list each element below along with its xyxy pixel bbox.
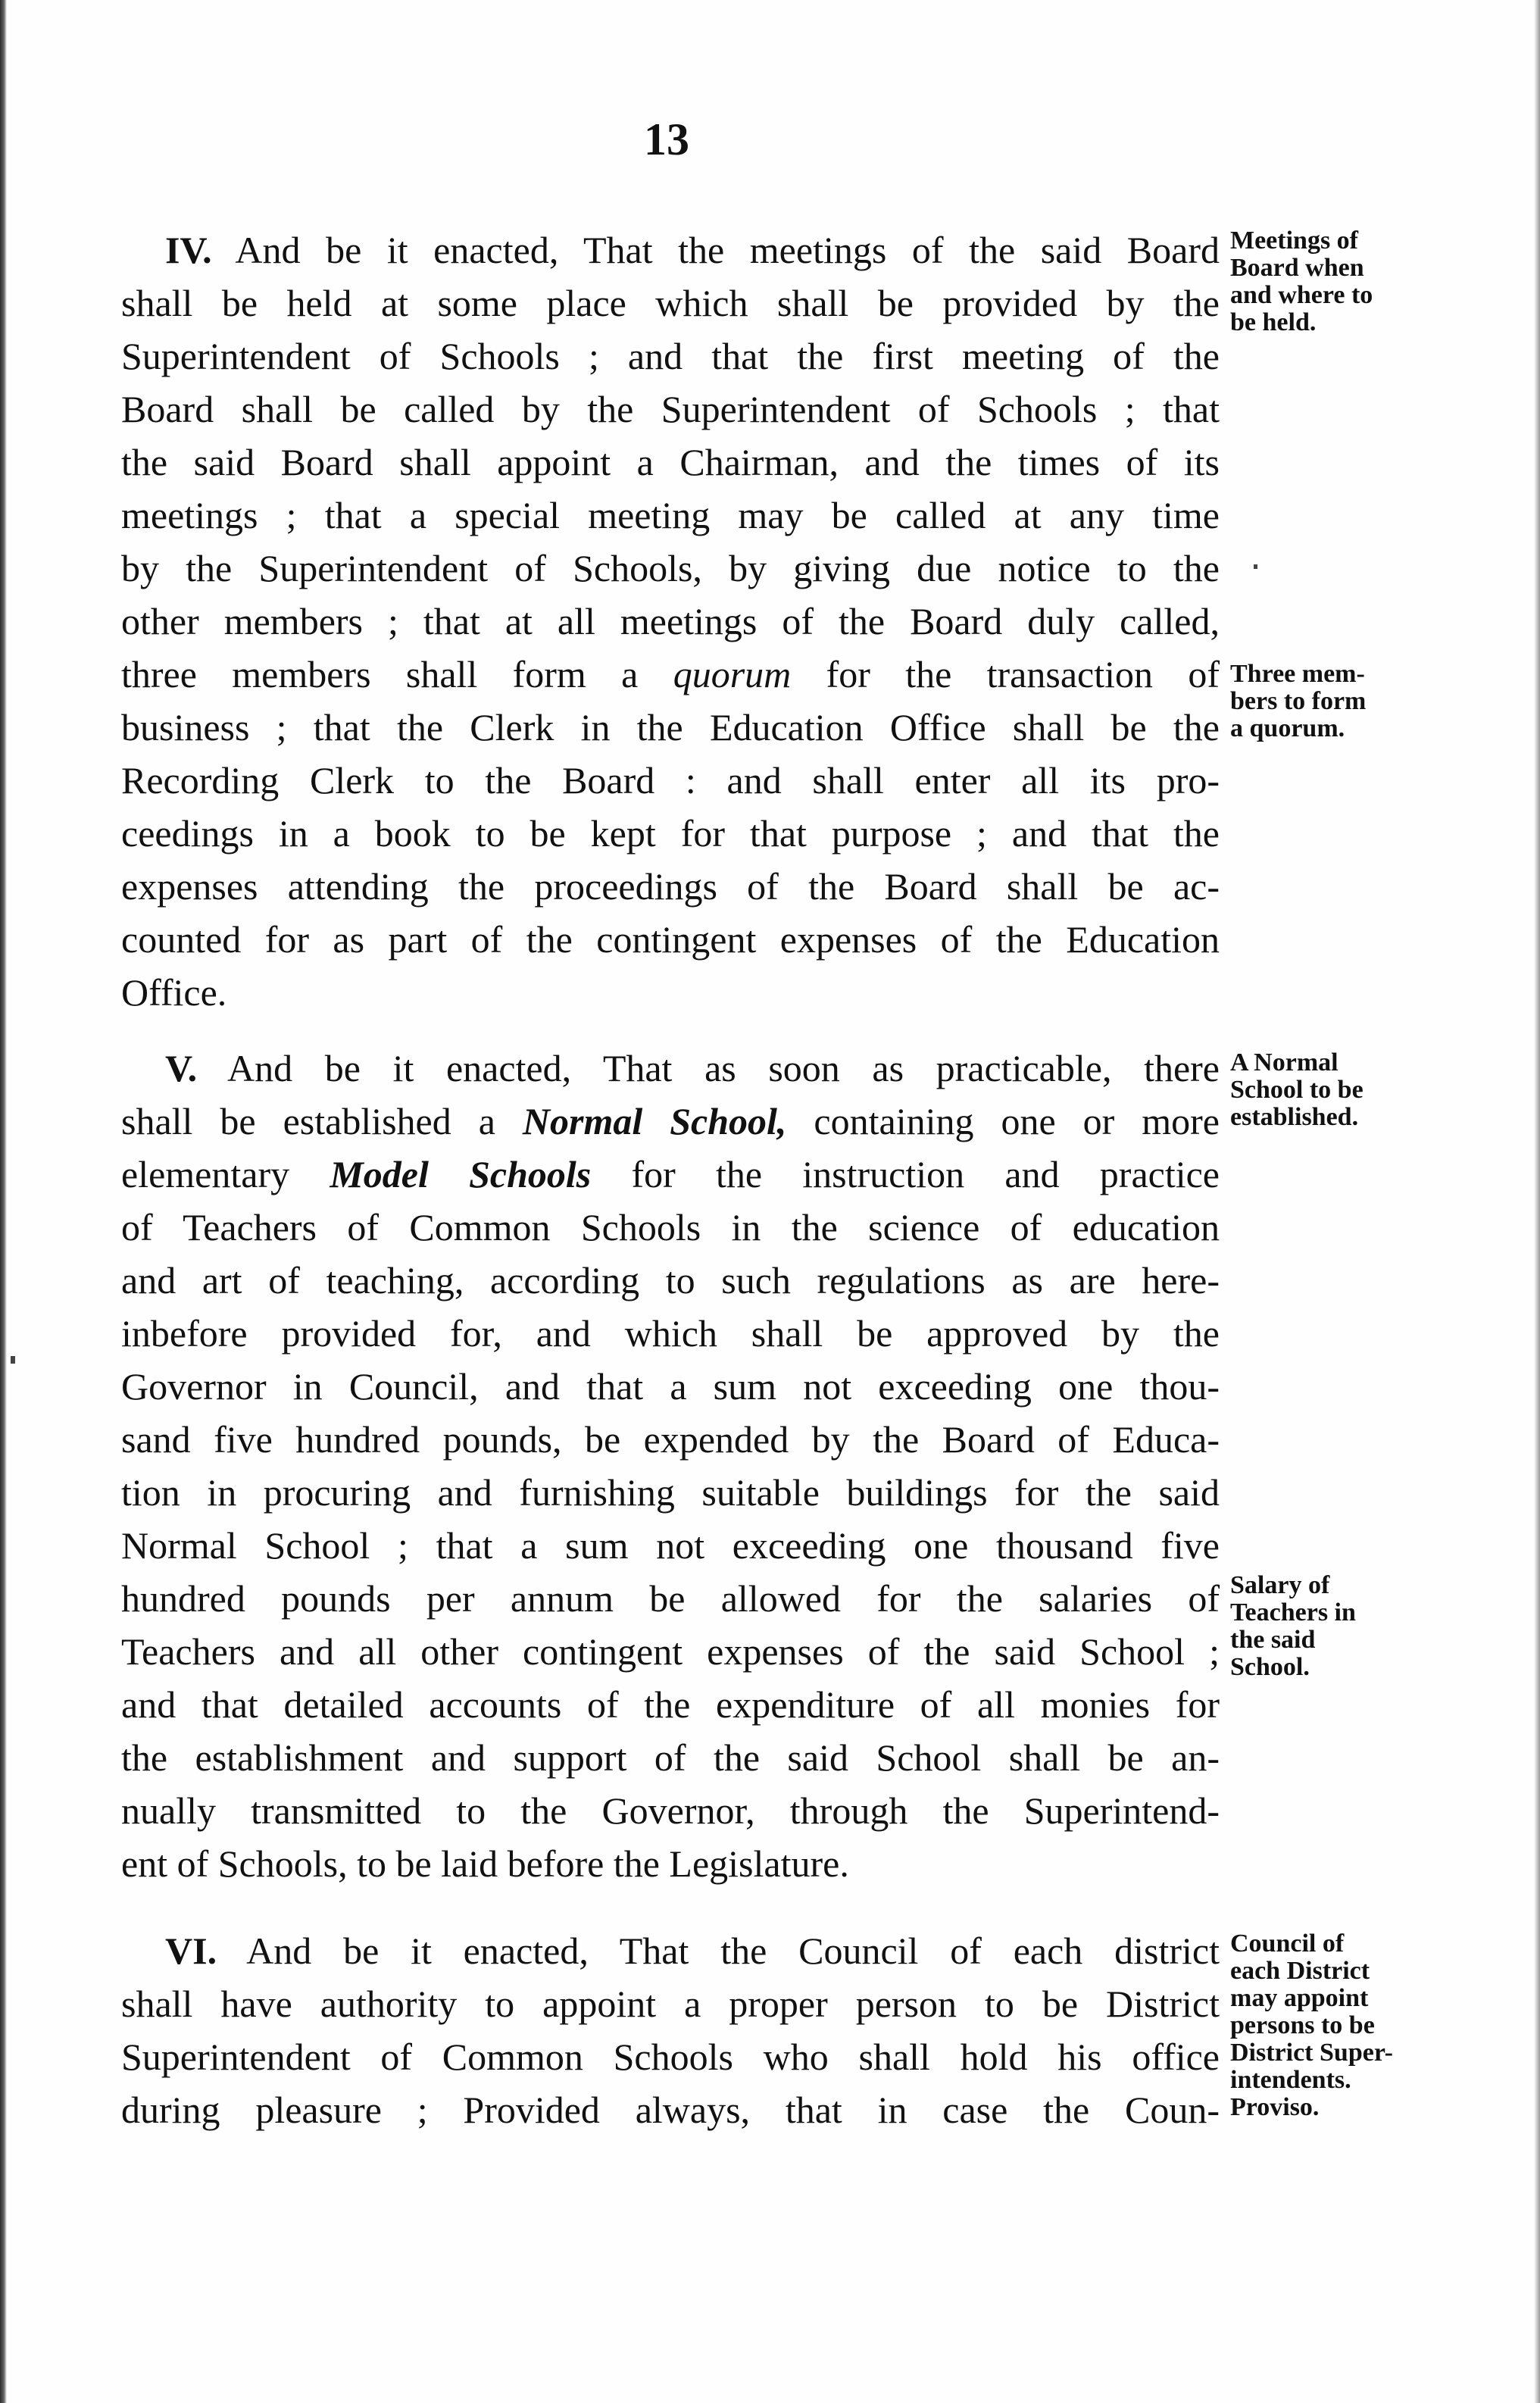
text-line: and that detailed accounts of the expenditure of all monies for xyxy=(121,1683,1220,1726)
text-line: Board shall be called by the Superintendent of Schools ; that xyxy=(121,388,1220,430)
text-line: shall be held at some place which shall be provided by the xyxy=(121,282,1220,324)
text-line: nually transmitted to the Governor, through the Superintend- xyxy=(121,1789,1220,1832)
page-left-edge xyxy=(0,0,7,2403)
page-right-edge xyxy=(1534,0,1540,2403)
marginal-note-normal-school: A Normal School to be established. xyxy=(1230,1048,1364,1131)
text-line: VI. And be it enacted, That the Council of each district xyxy=(165,1930,1220,1972)
text-line: ent of Schools, to be laid before the Legislature. xyxy=(121,1842,849,1885)
text-line: shall have authority to appoint a proper person to be District xyxy=(121,1983,1220,2025)
text-line: inbefore provided for, and which shall be approved by the xyxy=(121,1312,1220,1355)
text-line: Superintendent of Common Schools who shall hold his office xyxy=(121,2036,1220,2078)
marginal-note-meetings: Meetings of Board when and where to be held. xyxy=(1230,227,1373,336)
section-number: V. xyxy=(165,1047,198,1089)
text-line: ceedings in a book to be kept for that purpose ; and that the xyxy=(121,812,1220,855)
text-line: meetings ; that a special meeting may be called at any time xyxy=(121,494,1220,536)
marginal-note-quorum: Three mem- bers to form a quorum. xyxy=(1230,660,1367,742)
section-number: IV. xyxy=(165,229,212,271)
quorum-term: quorum xyxy=(673,653,792,695)
text-line: by the Superintendent of Schools, by giving due notice to the xyxy=(121,547,1220,589)
text-line: IV. And be it enacted, That the meetings of the said Board xyxy=(165,229,1220,271)
model-schools-term: Model Schools xyxy=(330,1153,592,1195)
text-line: of Teachers of Common Schools in the science of education xyxy=(121,1206,1220,1248)
text-line: the establishment and support of the said School shall be an- xyxy=(121,1736,1220,1779)
normal-school-term: Normal School, xyxy=(522,1100,787,1142)
text-line: V. And be it enacted, That as soon as practicable, there xyxy=(165,1047,1220,1089)
text-line: other members ; that at all meetings of the Board duly called, xyxy=(121,600,1220,642)
marginal-note-district-superintendents: Council of each District may appoint persons to be District Super- intendents. Proviso. xyxy=(1230,1930,1393,2121)
text-line: the said Board shall appoint a Chairman, and the times of its xyxy=(121,441,1220,483)
text-line: during pleasure ; Provided always, that in case the Coun- xyxy=(121,2089,1220,2131)
section-number: VI. xyxy=(165,1930,217,1972)
text-line: and art of teaching, according to such regulations as are here- xyxy=(121,1259,1220,1301)
text-line: Normal School ; that a sum not exceeding one thousand five xyxy=(121,1524,1220,1567)
text-line: sand five hundred pounds, be expended by the Board of Educa- xyxy=(121,1418,1220,1461)
page-number: 13 xyxy=(644,114,689,164)
text-line: Governor in Council, and that a sum not exceeding one thou- xyxy=(121,1365,1220,1408)
text-line: three members shall form a quorum for the transaction of xyxy=(121,653,1220,695)
text-line: Teachers and all other contingent expenses of the said School ; xyxy=(121,1630,1220,1673)
text-line: Office. xyxy=(121,971,227,1014)
section-v-paragraph xyxy=(121,1042,1220,1890)
text-line: business ; that the Clerk in the Education Office shall be the xyxy=(121,706,1220,748)
marginal-note-salary: Salary of Teachers in the said School. xyxy=(1230,1571,1356,1681)
stray-mark xyxy=(1254,564,1257,569)
section-vi-paragraph xyxy=(121,1924,1220,2136)
text-line: Superintendent of Schools ; and that the first meeting of the xyxy=(121,335,1220,377)
text-line: elementary Model Schools for the instruction and practice xyxy=(121,1153,1220,1195)
text-line: counted for as part of the contingent expenses of the Education xyxy=(121,918,1220,961)
text-line: Recording Clerk to the Board : and shall enter all its pro- xyxy=(121,759,1220,802)
text-line: expenses attending the proceedings of the Board shall be ac- xyxy=(121,865,1220,908)
text-line: hundred pounds per annum be allowed for the salaries of xyxy=(121,1577,1220,1620)
stray-mark xyxy=(11,1356,15,1364)
section-iv-paragraph xyxy=(121,223,1220,1019)
text-line: shall be established a Normal School, containing one or more xyxy=(121,1100,1220,1142)
text-line: tion in procuring and furnishing suitable buildings for the said xyxy=(121,1471,1220,1514)
